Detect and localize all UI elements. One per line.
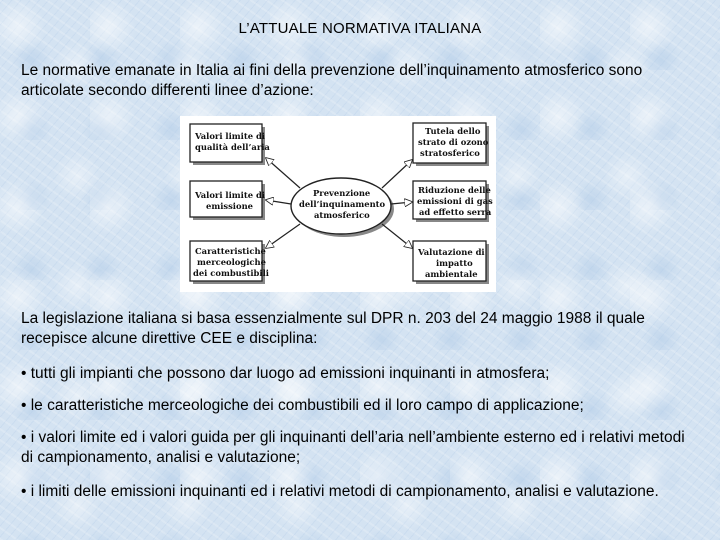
box-mid-left-line-2: emissione bbox=[206, 201, 253, 211]
center-line-1: Prevenzione bbox=[313, 188, 371, 198]
box-mid-right bbox=[413, 181, 493, 222]
center-line-2: dell’inquinamento bbox=[299, 199, 386, 209]
box-top-right bbox=[413, 123, 489, 166]
intro-paragraph: Le normative emanate in Italia ai fini della prevenzione dell’inquinamento atmosferico sono articolate secondo differenti linee d’azione: bbox=[21, 62, 643, 99]
center-ellipse bbox=[291, 178, 394, 237]
box-bottom-right-line-2: impatto bbox=[436, 258, 473, 268]
arrow-mid-left bbox=[266, 200, 291, 204]
box-top-right-line-1: Tutela dello bbox=[425, 126, 481, 136]
box-bottom-left bbox=[190, 241, 269, 284]
box-bottom-right-line-1: Valutazione di bbox=[418, 247, 485, 257]
bullet-item-1: • tutti gli impianti che possono dar luogo ad emissioni inquinanti in atmosfera; bbox=[21, 365, 550, 382]
box-top-right-line-2: strato di ozono bbox=[418, 137, 489, 147]
box-top-left-line-2: qualità dell’aria bbox=[195, 142, 270, 152]
box-top-right-line-3: stratosferico bbox=[420, 148, 480, 158]
box-mid-right-line-1: Riduzione delle bbox=[418, 185, 491, 195]
diagram-svg bbox=[180, 116, 496, 292]
action-lines-diagram bbox=[180, 116, 496, 292]
arrow-mid-right bbox=[391, 202, 412, 204]
bullet-item-4: • i limiti delle emissioni inquinanti ed i relativi metodi di campionamento, analisi e valutazione. bbox=[21, 483, 659, 500]
box-bottom-left-line-3: dei combustibili bbox=[193, 268, 269, 278]
arrow-top-left bbox=[266, 158, 300, 188]
box-bottom-right-line-3: ambientale bbox=[425, 269, 478, 279]
box-bottom-left-line-1: Caratteristiche bbox=[195, 246, 266, 256]
page-title: L’ATTUALE NORMATIVA ITALIANA bbox=[238, 20, 482, 37]
box-top-left-line-1: Valori limite di bbox=[195, 131, 265, 141]
bullet-item-2: • le caratteristiche merceologiche dei combustibili ed il loro campo di applicazione; bbox=[21, 397, 584, 414]
box-bottom-right bbox=[413, 241, 489, 284]
box-top-left bbox=[190, 124, 270, 165]
box-bottom-left-line-2: merceologiche bbox=[197, 257, 266, 267]
arrow-bottom-right bbox=[382, 224, 412, 248]
bullet-item-3: • i valori limite ed i valori guida per gli inquinanti dell’aria nell’ambiente esterno ed i relativi metodi di campionamento, analisi e valutazione; bbox=[21, 429, 685, 466]
box-mid-right-line-3: ad effetto serra bbox=[419, 207, 492, 217]
arrow-bottom-left bbox=[266, 224, 300, 248]
box-mid-left bbox=[190, 181, 265, 220]
box-mid-left-line-1: Valori limite di bbox=[195, 190, 265, 200]
legislation-paragraph: La legislazione italiana si basa essenzialmente sul DPR n. 203 del 24 maggio 1988 il quale recepisce alcune direttive CEE e disciplina: bbox=[21, 310, 645, 347]
box-mid-right-line-2: emissioni di gas bbox=[417, 196, 493, 206]
center-line-3: atmosferico bbox=[314, 210, 370, 220]
arrow-top-right bbox=[382, 160, 412, 188]
